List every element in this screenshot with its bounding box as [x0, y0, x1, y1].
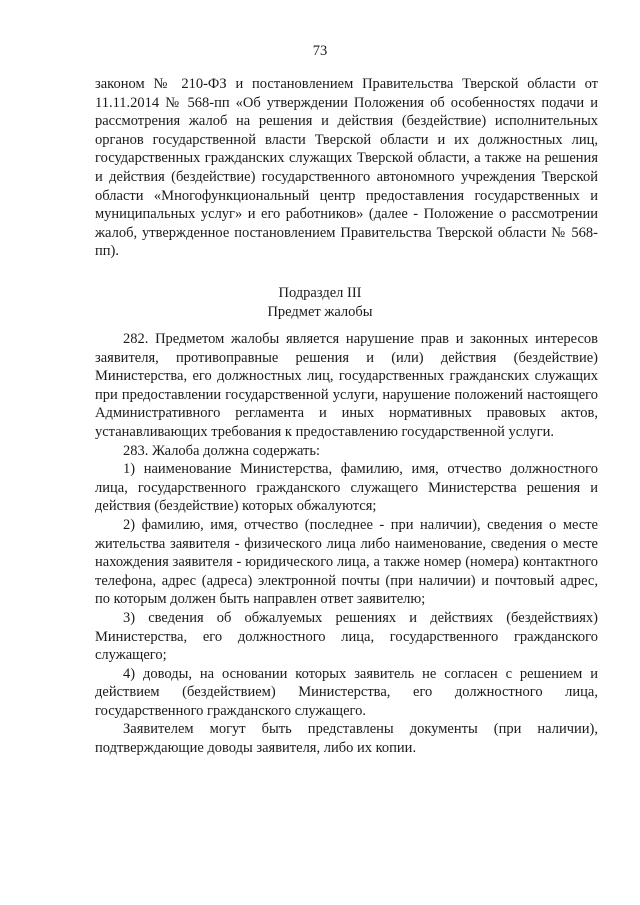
- subsection-title: Предмет жалобы: [267, 304, 373, 320]
- paragraph-282: 282. Предметом жалобы является нарушение прав и законных интересов заявителя, противоправные решения и (или) действия (бездействие) Министерства, его должностных лиц, государственных гражданских служащих при предоставлении государственной услуги, нарушение положений настоящего Административного регламента и иных нормативных правовых актов, устанавливающих требования к предоставлению государственной услуги.: [95, 331, 598, 440]
- intro-text-block: [95, 75, 598, 261]
- list-item-4: 4) доводы, на основании которых заявитель не согласен с решением и действием (бездействием) Министерства, его должностного лица, государственного гражданского служащего.: [95, 665, 598, 719]
- subsection-heading: [0, 284, 640, 322]
- page-number: 73: [312, 43, 328, 59]
- paragraph-283: 283. Жалоба должна содержать:: [123, 442, 321, 459]
- list-item-3: 3) сведения об обжалуемых решениях и действиях (бездействиях) Министерства, его должностного лица, государственного гражданского служащего;: [95, 609, 598, 664]
- intro-paragraph: законом № 210-ФЗ и постановлением Правительства Тверской области от 11.11.2014 № 568-пп «Об утверждении Положения об особенностях подачи и рассмотрения жалоб на решения и действия (бездействие) исполнительных органов государственной власти Тверской области и их должностных лиц, государственных гражданских служащих Тверской области, а также на решения и действия (бездействие) государственного автономного учреждения Тверской области «Многофункциональный центр предоставления государственных и муниципальных услуг» и его работников» (далее - Положение о рассмотрении жалоб, утвержденное постановлением Правительства Тверской области № 568-пп).: [95, 76, 598, 260]
- list-item-2: 2) фамилию, имя, отчество (последнее - при наличии), сведения о месте жительства заявителя - физического лица либо наименование, сведения о месте нахождения заявителя - юридического лица, а также номер (номера) контактного телефона, адрес (адреса) электронной почты (при наличии) и почтовый адрес, по которым должен быть направлен ответ заявителю;: [95, 516, 598, 608]
- body-text-block: [95, 330, 598, 758]
- subsection-number: Подраздел III: [278, 285, 362, 301]
- list-item-1: 1) наименование Министерства, фамилию, имя, отчество должностного лица, государственного гражданского служащего Министерства решения и действия (бездействие) которых обжалуются;: [95, 461, 598, 515]
- closing-paragraph: Заявителем могут быть представлены документы (при наличии), подтверждающие доводы заявителя, либо их копии.: [95, 721, 598, 757]
